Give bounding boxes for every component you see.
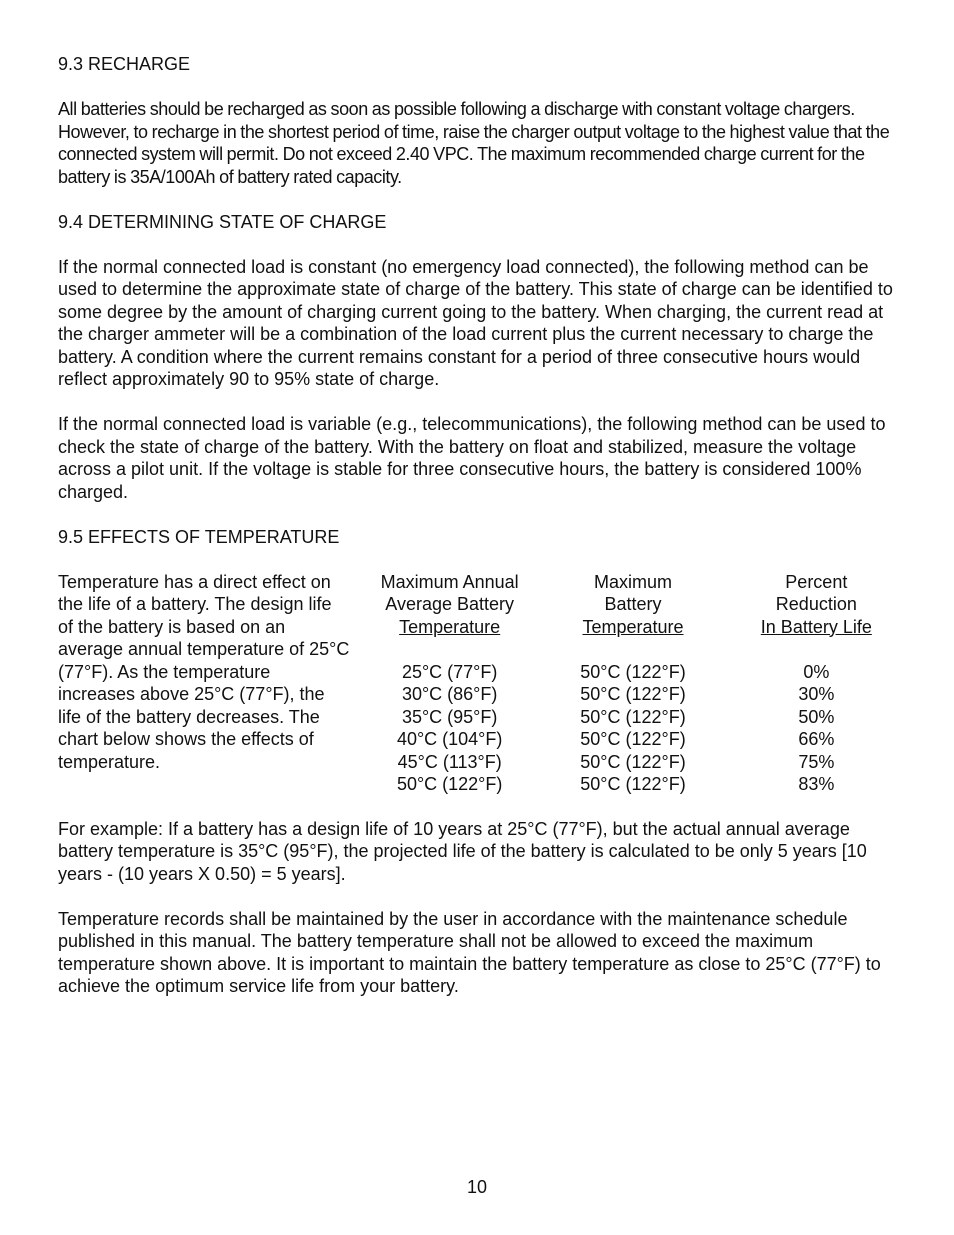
- table-cell-reduction: 0%: [803, 661, 830, 682]
- temperature-records-paragraph: Temperature records shall be maintained by the user in accordance with the maintenance schedule published in this manual. The battery temperature shall not be allowed to exceed the maximum temperature shown above. It is important to maintain the battery temperature as close to 25°C (77°F) to achieve the optimum service life from your battery.: [58, 908, 881, 996]
- table-header-row: [358, 571, 908, 639]
- table-cell-max-temp: 50°C (122°F): [580, 684, 686, 704]
- temperature-intro: Temperature has a direct effect on the life of a battery. The design life of the battery is based on an average annual temperature of 25°C (77°F). As the temperature increases above 25°C (77°F), the life of the battery decreases. The chart below shows the effects of temperature.: [58, 571, 350, 772]
- header-line: Maximum Annual: [380, 571, 519, 592]
- table-cell-max-temp: 50°C (122°F): [580, 774, 686, 794]
- header-line: Battery: [604, 594, 662, 614]
- table-cell-max-temp: 50°C (122°F): [580, 729, 686, 749]
- section-heading-recharge: 9.3 RECHARGE: [58, 54, 191, 74]
- state-of-charge-paragraph-1: If the normal connected load is constant (no emergency load connected), the following method can be used to determine the approximate state of charge of the battery. This state of charge can be identified to some degree by the amount of charging current going to the battery. When charging, the current read at the charger ammeter will be a combination of the load current plus the current necessary to charge the battery. A condition where the current remains constant for a period of three consecutive hours would reflect approximately 90 to 95% state of charge.: [58, 256, 893, 389]
- table-cell-reduction: 30%: [798, 684, 835, 704]
- table-cell-max-temp: 50°C (122°F): [580, 706, 686, 727]
- header-line: Percent: [785, 571, 848, 592]
- temperature-table: [358, 571, 908, 796]
- header-line: Average Battery: [385, 594, 515, 614]
- temperature-section: [58, 571, 898, 818]
- table-cell-reduction: 50%: [798, 706, 835, 727]
- page-number: 10: [466, 1177, 488, 1197]
- table-cell-max-temp: 50°C (122°F): [580, 751, 686, 772]
- recharge-paragraph: All batteries should be recharged as soon as possible following a discharge with constant voltage chargers. However, to recharge in the shortest period of time, raise the charger output voltage to the highest value that the connected system will permit. Do not exceed 2.40 VPC. The maximum recommended charge current for the battery is 35A/100Ah of battery rated capacity.: [58, 99, 890, 187]
- header-line-underlined: In Battery Life: [760, 616, 872, 637]
- table-cell-annual-temp: 40°C (104°F): [396, 729, 503, 749]
- table-row: [358, 661, 908, 684]
- column-header-annual-average-temperature: [358, 571, 541, 639]
- table-row: [358, 751, 908, 774]
- table-cell-max-temp: 50°C (122°F): [580, 661, 686, 682]
- temperature-example-paragraph: For example: If a battery has a design life of 10 years at 25°C (77°F), but the actual annual average battery temperature is 35°C (95°F), the projected life of the battery is calculated to be only 5 years [10 years - (10 years X 0.50) = 5 years].: [58, 818, 867, 884]
- table-cell-annual-temp: 45°C (113°F): [397, 751, 502, 772]
- table-cell-reduction: 83%: [798, 774, 835, 794]
- table-row: [358, 773, 908, 796]
- header-line: Reduction: [775, 594, 857, 614]
- header-line-underlined: Temperature: [399, 616, 501, 637]
- column-header-maximum-temperature: [541, 571, 724, 639]
- table-cell-annual-temp: 50°C (122°F): [396, 774, 503, 794]
- table-cell-annual-temp: 25°C (77°F): [401, 661, 498, 682]
- state-of-charge-paragraph-2: If the normal connected load is variable (e.g., telecommunications), the following method can be used to check the state of charge of the battery. With the battery on float and stabilized, measure the voltage across a pilot unit. If the voltage is stable for three consecutive hours, the battery is considered 100% charged.: [58, 414, 886, 502]
- table-cell-reduction: 66%: [798, 729, 835, 749]
- page-content: [58, 53, 898, 998]
- section-heading-state-of-charge: 9.4 DETERMINING STATE OF CHARGE: [58, 211, 387, 232]
- table-row: [358, 683, 908, 706]
- header-line-underlined: Temperature: [582, 616, 684, 637]
- section-heading-temperature: 9.5 EFFECTS OF TEMPERATURE: [58, 526, 340, 547]
- table-cell-annual-temp: 30°C (86°F): [401, 684, 498, 704]
- table-row: [358, 728, 908, 751]
- header-line: Maximum: [593, 571, 672, 592]
- column-header-percent-reduction: [725, 571, 908, 639]
- table-row: [358, 706, 908, 729]
- table-cell-reduction: 75%: [798, 751, 835, 772]
- table-cell-annual-temp: 35°C (95°F): [401, 706, 498, 727]
